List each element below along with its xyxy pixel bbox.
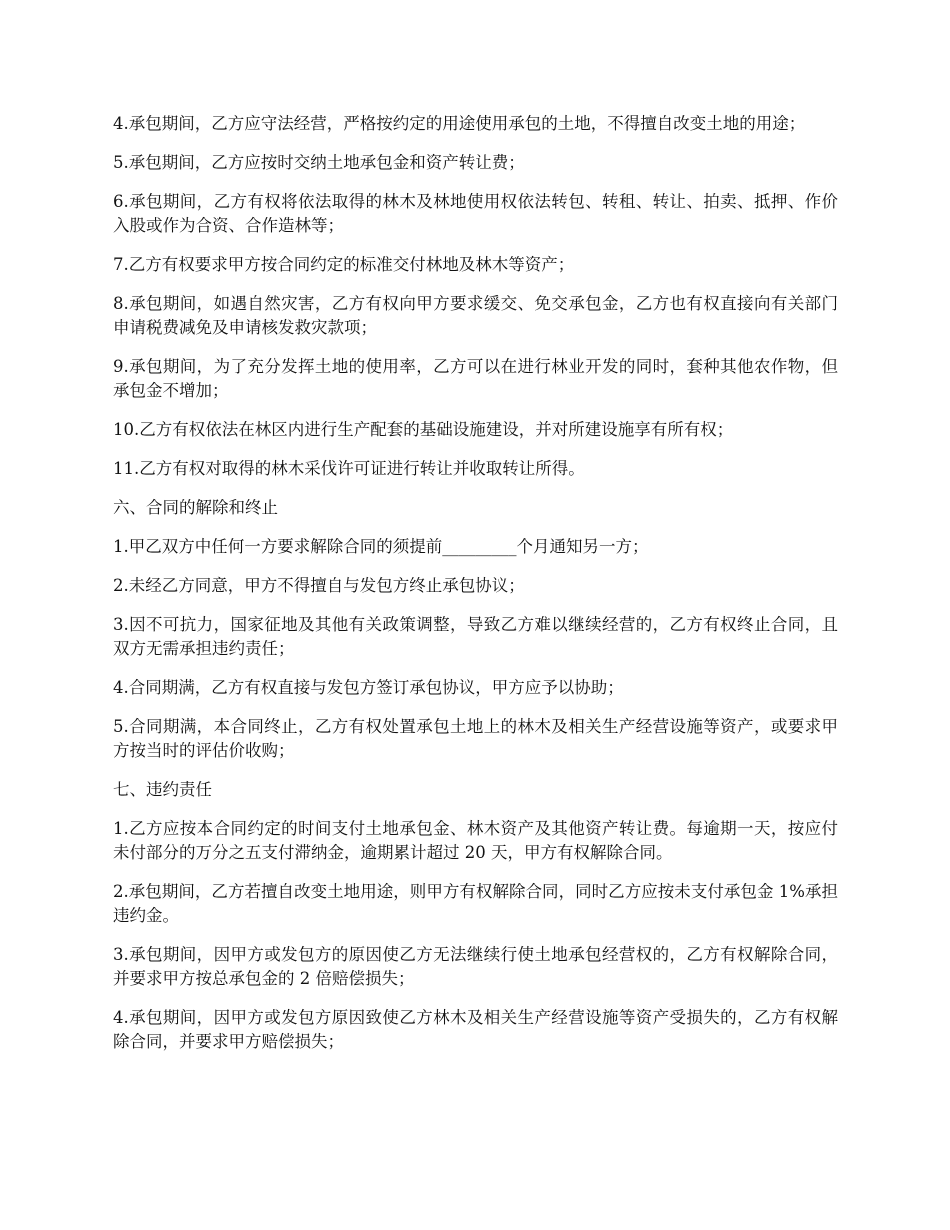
clause-paragraph: 6.承包期间，乙方有权将依法取得的林木及林地使用权依法转包、转租、转让、拍卖、抵押、作价入股或作为合资、合作造林等； (113, 192, 838, 235)
section-heading-termination: 六、合同的解除和终止 (113, 498, 278, 517)
clause-paragraph: 10.乙方有权依法在林区内进行生产配套的基础设施建设，并对所建设施享有所有权； (113, 420, 734, 439)
clause-paragraph: 1.乙方应按本合同约定的时间支付土地承包金、林木资产及其他资产转让费。每逾期一天，按应付未付部分的万分之五支付滞纳金，逾期累计超过 20 天，甲方有权解除合同。 (113, 819, 838, 862)
clause-paragraph: 7.乙方有权要求甲方按合同约定的标准交付林地及林木等资产； (113, 255, 575, 274)
clause-paragraph: 3.承包期间，因甲方或发包方的原因使乙方无法继续行使土地承包经营权的，乙方有权解除合同，并要求甲方按总承包金的 2 倍赔偿损失； (113, 945, 838, 988)
clause-paragraph: 5.合同期满，本合同终止，乙方有权处置承包土地上的林木及相关生产经营设施等资产，或要求甲方按当时的评估价收购； (113, 717, 838, 760)
clause-paragraph: 4.承包期间，因甲方或发包方原因致使乙方林木及相关生产经营设施等资产受损失的，乙方有权解除合同，并要求甲方赔偿损失； (113, 1008, 838, 1051)
clause-paragraph: 9.承包期间，为了充分发挥土地的使用率，乙方可以在进行林业开发的同时，套种其他农作物，但承包金不增加； (113, 357, 838, 400)
clause-paragraph: 4.合同期满，乙方有权直接与发包方签订承包协议，甲方应予以协助； (113, 678, 624, 697)
clause-paragraph: 8.承包期间，如遇自然灾害，乙方有权向甲方要求缓交、免交承包金，乙方也有权直接向有关部门申请税费减免及申请核发救灾款项； (113, 294, 838, 337)
clause-paragraph: 2.承包期间，乙方若擅自改变土地用途，则甲方有权解除合同，同时乙方应按未支付承包金 1%承担违约金。 (113, 882, 838, 925)
clause-paragraph: 5.承包期间，乙方应按时交纳土地承包金和资产转让费； (113, 153, 525, 172)
section-heading-liability: 七、违约责任 (113, 780, 212, 799)
clause-paragraph: 4.承包期间，乙方应守法经营，严格按约定的用途使用承包的土地，不得擅自改变土地的用途； (113, 114, 806, 133)
document-body (113, 112, 838, 1069)
clause-paragraph: 3.因不可抗力，国家征地及其他有关政策调整，导致乙方难以继续经营的，乙方有权终止合同，且双方无需承担违约责任； (113, 615, 838, 658)
clause-paragraph: 1.甲乙双方中任何一方要求解除合同的须提前_________个月通知另一方； (113, 537, 649, 556)
clause-paragraph: 11.乙方有权对取得的林木采伐许可证进行转让并收取转让所得。 (113, 459, 585, 478)
clause-paragraph: 2.未经乙方同意，甲方不得擅自与发包方终止承包协议； (113, 576, 525, 595)
